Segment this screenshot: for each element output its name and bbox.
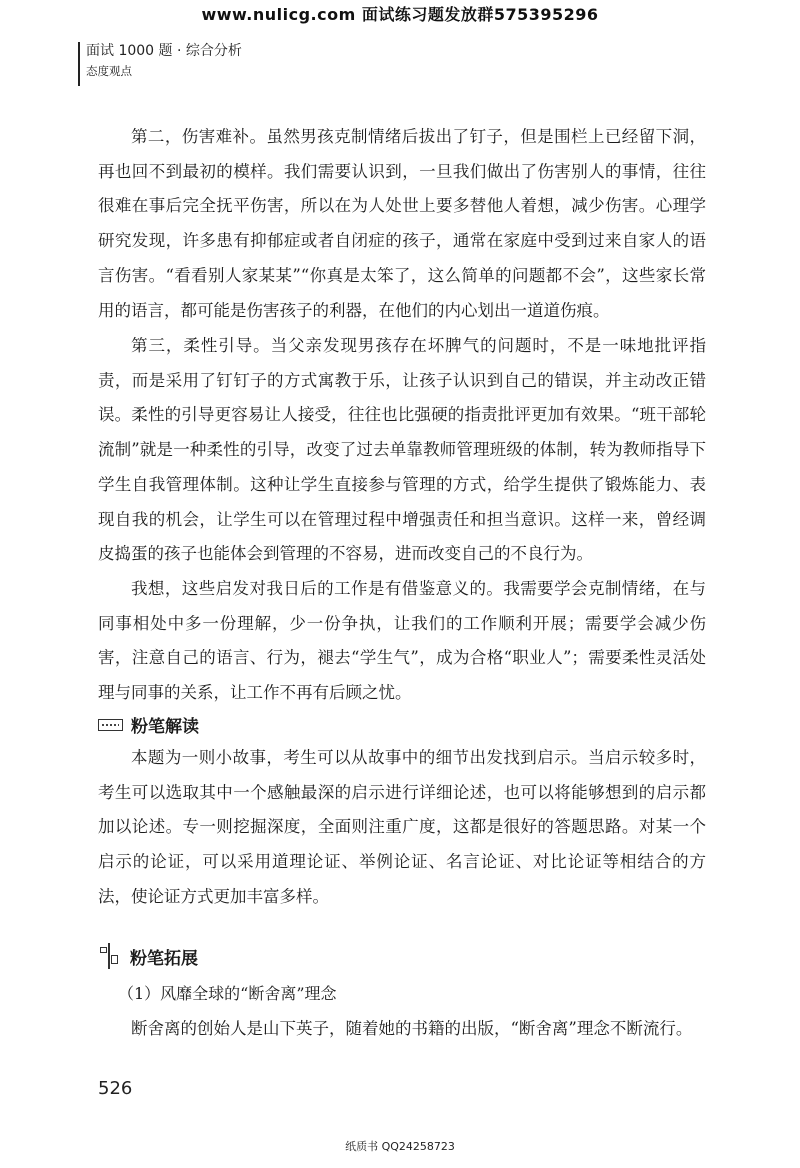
paragraph-work-insights: 我想，这些启发对我日后的工作是有借鉴意义的。我需要学会克制情绪，在与同事相处中多一份理解，少一份争执，让我们的工作顺利开展；需要学会减少伤害，注意自己的语言、行为，褪去“学生气”，成为合格“职业人”；需要柔性灵活处理与同事的关系，让工作不再有后顾之忧。	[98, 579, 706, 703]
interpretation-title: 粉笔解读	[131, 717, 199, 737]
top-watermark: www.nulicg.com 面试练习题发放群575395296	[201, 5, 599, 24]
paragraph-danshari: 断舍离的创始人是山下英子，随着她的书籍的出版，“断舍离”理念不断流行。	[131, 1019, 693, 1038]
section-interpretation-heading	[98, 712, 199, 737]
page-number: 526	[98, 1078, 133, 1099]
section-extension-heading	[98, 943, 198, 969]
interpretation-badge-icon	[98, 719, 123, 731]
chapter-section: 态度观点	[86, 64, 132, 78]
header-rule	[78, 42, 80, 86]
paragraph-harm-hard-to-repair: 第二，伤害难补。虽然男孩克制情绪后拔出了钉子，但是围栏上已经留下洞，再也回不到最初的模样。我们需要认识到，一旦我们做出了伤害别人的事情，往往很难在事后完全抚平伤害，所以在为人处世上要多替他人着想，减少伤害。心理学研究发现，许多患有抑郁症或者自闭症的孩子，通常在家庭中受到过来自家人的语言伤害。“看看别人家某某”“你真是太笨了，这么简单的问题都不会”，这些家长常用的语言，都可能是伤害孩子的利器，在他们的内心划出一道道伤痕。	[98, 127, 706, 320]
extension-title: 粉笔拓展	[130, 948, 198, 969]
book-title: 面试 1000 题 · 综合分析	[86, 43, 242, 59]
paragraph-gentle-guidance: 第三，柔性引导。当父亲发现男孩存在坏脾气的问题时，不是一味地批评指责，而是采用了钉钉子的方式寓教于乐，让孩子认识到自己的错误，并主动改正错误。柔性的引导更容易让人接受，往往也比强硬的指责批评更加有效果。“班干部轮流制”就是一种柔性的引导，改变了过去单靠教师管理班级的体制，转为教师指导下学生自我管理体制。这种让学生直接参与管理的方式，给学生提供了锻炼能力、表现自我的机会，让学生可以在管理过程中增强责任和担当意识。这样一来，曾经调皮捣蛋的孩子也能体会到管理的不容易，进而改变自己的不良行为。	[98, 336, 706, 564]
bottom-watermark: 纸质书 QQ24258723	[345, 1140, 455, 1153]
running-header	[86, 40, 242, 80]
list-item-danshari: （1）风靡全球的“断舍离”理念	[118, 984, 337, 1003]
paragraph-interpretation: 本题为一则小故事，考生可以从故事中的细节出发找到启示。当启示较多时，考生可以选取其中一个感触最深的启示进行详细论述，也可以将能够想到的启示都加以论述。专一则挖掘深度，全面则注重广度，这都是很好的答题思路。对某一个启示的论证，可以采用道理论证、举例论证、名言论证、对比论证等相结合的方法，使论证方式更加丰富多样。	[98, 748, 706, 906]
extension-bookmark-icon	[98, 943, 120, 969]
